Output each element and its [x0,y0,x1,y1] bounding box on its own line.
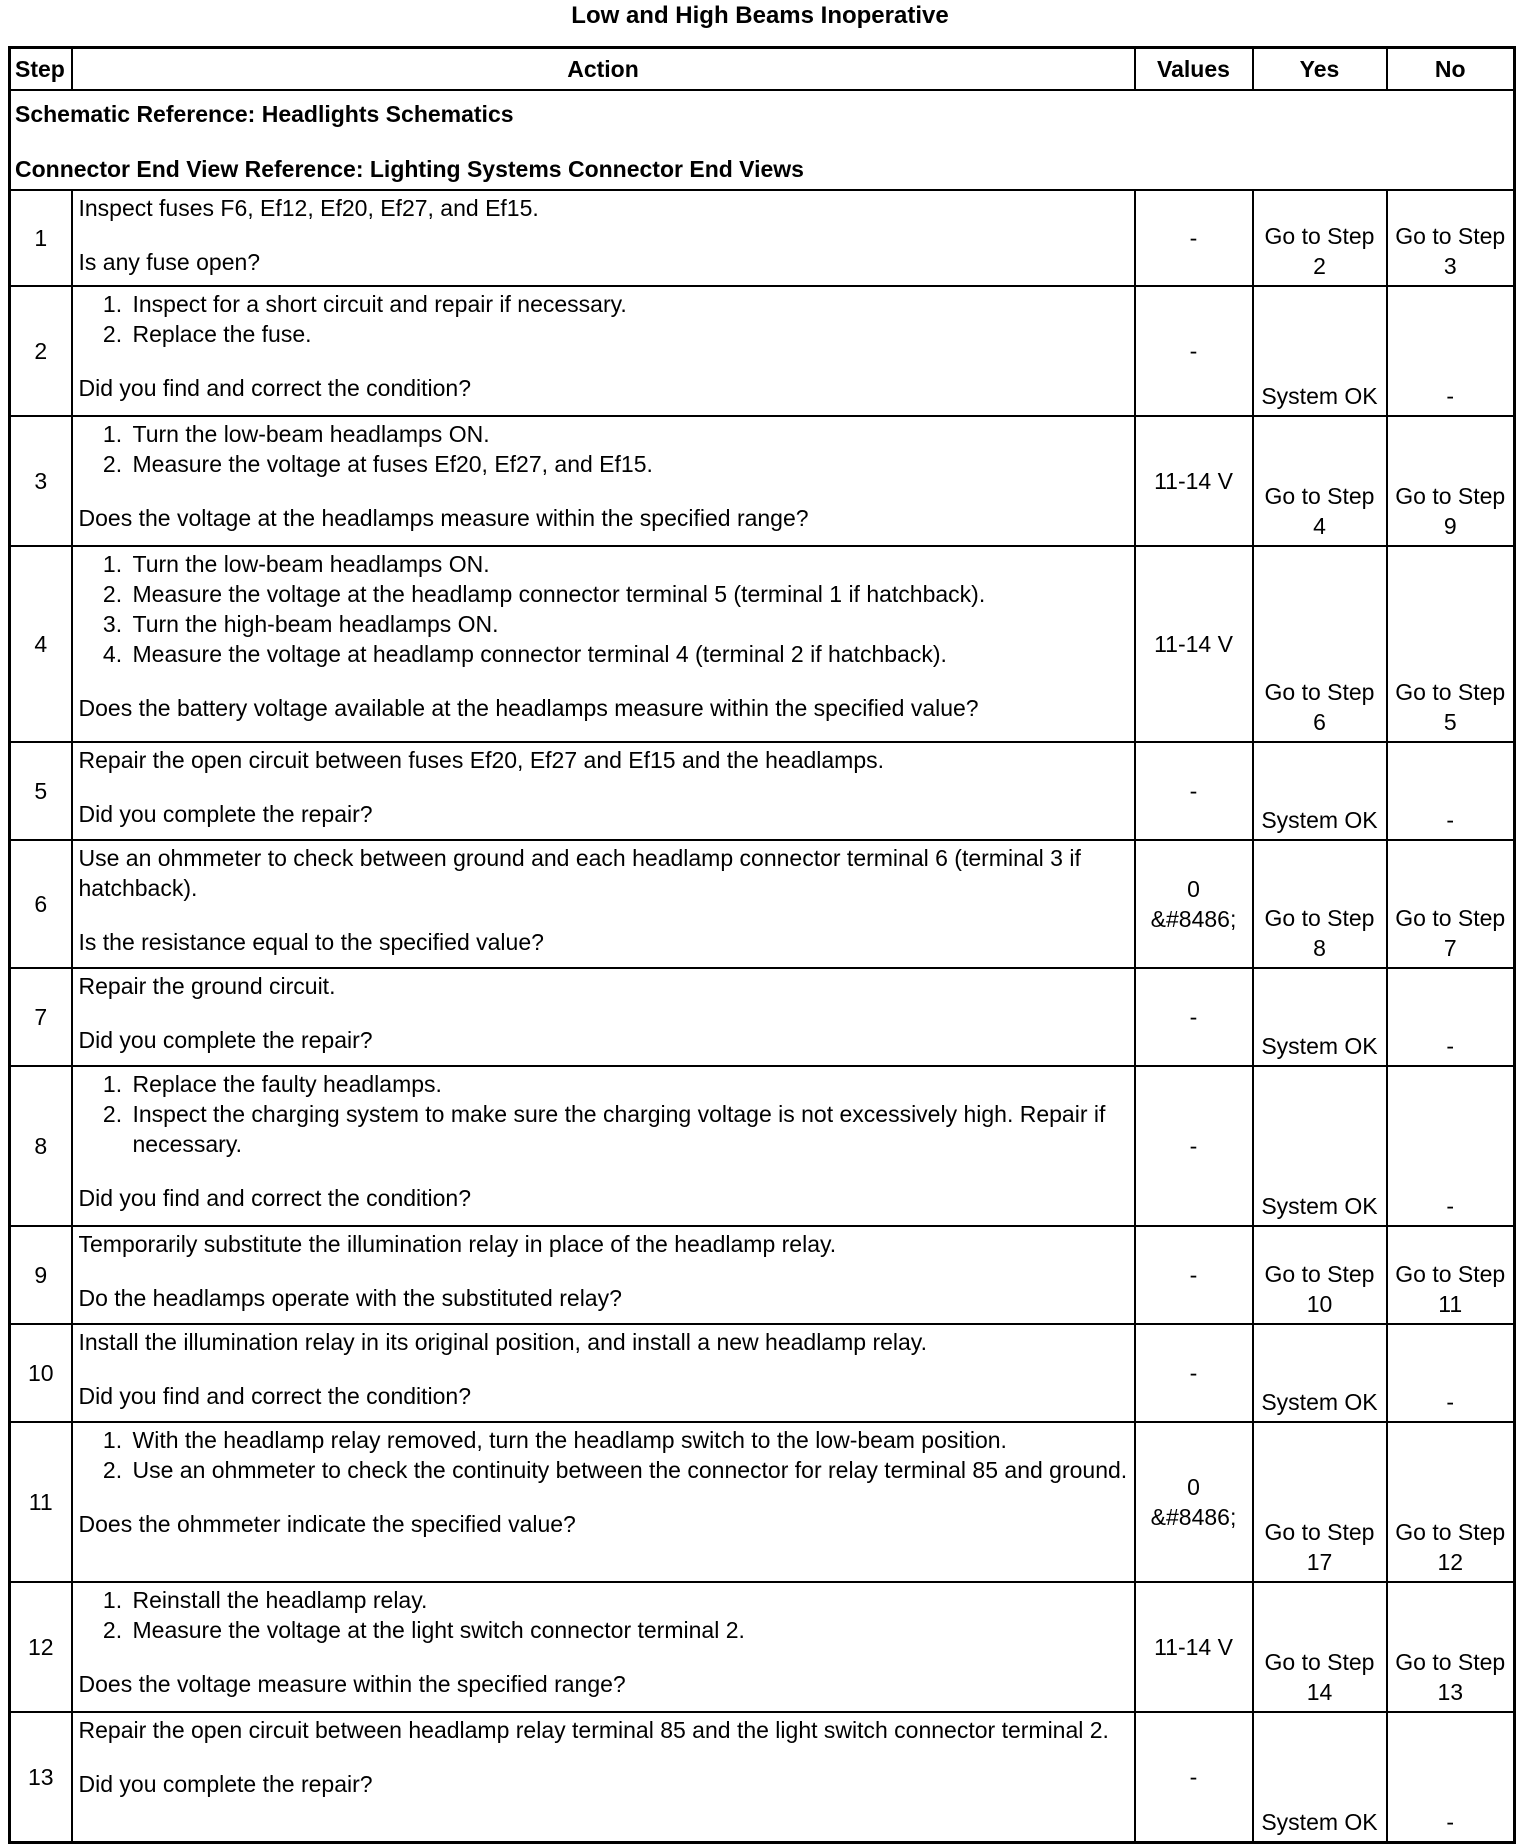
value-cell: - [1135,1712,1253,1842]
action-cell [72,1712,1135,1842]
header-step: Step [10,48,72,91]
value-cell: 11-14 V [1135,416,1253,546]
action-list [79,1585,1128,1645]
action-cell [72,968,1135,1066]
no-cell: Go to Step 13 [1387,1582,1515,1712]
yes-cell: Go to Step 14 [1253,1582,1387,1712]
action-list [79,1425,1128,1485]
table-row [10,968,1515,1066]
table-row [10,742,1515,840]
yes-cell: System OK [1253,286,1387,416]
action-list-item: 1. Turn the low-beam headlamps ON. [129,549,1128,579]
action-question: Did you find and correct the condition? [78,1383,472,1409]
action-text: Temporarily substitute the illumination relay in place of the headlamp relay. [78,1231,837,1257]
action-list-item: 1. With the headlamp relay removed, turn the headlamp switch to the low-beam position. [129,1425,1128,1455]
yes-cell: System OK [1253,1066,1387,1226]
action-list [79,1069,1128,1159]
no-cell: Go to Step 3 [1387,190,1515,286]
value-cell: 0 &#8486; [1135,1422,1253,1582]
header-row [10,48,1515,91]
action-list-item: 2. Inspect the charging system to make sure the charging voltage is not excessively high. Repair if necessary. [129,1099,1128,1159]
yes-cell: Go to Step 10 [1253,1226,1387,1324]
yes-cell: Go to Step 4 [1253,416,1387,546]
header-action: Action [72,48,1135,91]
no-cell: Go to Step 7 [1387,840,1515,968]
action-list-item: 2. Measure the voltage at fuses Ef20, Ef27, and Ef15. [129,449,1128,479]
action-cell [72,1324,1135,1422]
action-question: Does the voltage at the headlamps measure within the specified range? [78,505,809,531]
yes-cell: System OK [1253,968,1387,1066]
reference-row [10,90,1515,190]
value-cell: - [1135,1066,1253,1226]
action-list-item: 2. Replace the fuse. [129,319,1128,349]
action-question: Did you complete the repair? [78,1771,373,1797]
step-number: 3 [10,416,72,546]
value-cell: - [1135,742,1253,840]
action-cell [72,546,1135,742]
action-cell [72,1226,1135,1324]
value-cell: 11-14 V [1135,546,1253,742]
table-row [10,1226,1515,1324]
schematic-reference: Schematic Reference: Headlights Schematics [15,100,514,127]
action-list-item: 1. Turn the low-beam headlamps ON. [129,419,1128,449]
step-number: 9 [10,1226,72,1324]
action-text: Inspect fuses F6, Ef12, Ef20, Ef27, and Ef15. [78,195,539,221]
step-number: 1 [10,190,72,286]
action-list-item: 2. Measure the voltage at the light switch connector terminal 2. [129,1615,1128,1645]
table-row [10,286,1515,416]
step-number: 13 [10,1712,72,1842]
action-cell [72,1422,1135,1582]
action-cell [72,190,1135,286]
table-row [10,1582,1515,1712]
action-question: Did you find and correct the condition? [78,375,472,401]
action-question: Does the voltage measure within the specified range? [78,1671,626,1697]
action-cell [72,840,1135,968]
yes-cell: Go to Step 6 [1253,546,1387,742]
no-cell: Go to Step 11 [1387,1226,1515,1324]
yes-cell: System OK [1253,742,1387,840]
step-number: 11 [10,1422,72,1582]
action-text: Install the illumination relay in its original position, and install a new headlamp relay. [78,1329,927,1355]
page-title: Low and High Beams Inoperative [571,2,949,29]
value-cell: 11-14 V [1135,1582,1253,1712]
header-no: No [1387,48,1515,91]
value-cell: - [1135,286,1253,416]
action-list-item: 2. Measure the voltage at the headlamp connector terminal 5 (terminal 1 if hatchback). [129,579,1128,609]
value-cell: - [1135,1324,1253,1422]
action-cell [72,416,1135,546]
action-question: Is any fuse open? [78,249,261,275]
action-question: Do the headlamps operate with the substituted relay? [78,1285,622,1311]
action-text: Repair the ground circuit. [78,973,336,999]
action-list-item: 1. Replace the faulty headlamps. [129,1069,1128,1099]
table-row [10,546,1515,742]
no-cell: - [1387,1324,1515,1422]
action-question: Did you complete the repair? [78,1027,373,1053]
step-number: 6 [10,840,72,968]
step-number: 10 [10,1324,72,1422]
table-row [10,840,1515,968]
action-list-item: 3. Turn the high-beam headlamps ON. [129,609,1128,639]
no-cell: Go to Step 5 [1387,546,1515,742]
action-text: Use an ohmmeter to check between ground and each headlamp connector terminal 6 (terminal 3 if hatchback). [78,845,1081,901]
no-cell: - [1387,1712,1515,1842]
no-cell: - [1387,286,1515,416]
action-list [79,419,1128,479]
action-question: Did you complete the repair? [78,801,373,827]
table-row [10,1712,1515,1842]
yes-cell: System OK [1253,1712,1387,1842]
action-list-item: 4. Measure the voltage at headlamp connector terminal 4 (terminal 2 if hatchback). [129,639,1128,669]
table-row [10,1066,1515,1226]
action-question: Is the resistance equal to the specified value? [78,929,544,955]
no-cell: - [1387,968,1515,1066]
yes-cell: Go to Step 8 [1253,840,1387,968]
action-cell [72,1066,1135,1226]
action-list [79,549,1128,669]
table-row [10,190,1515,286]
step-number: 2 [10,286,72,416]
header-yes: Yes [1253,48,1387,91]
step-number: 4 [10,546,72,742]
table-row [10,1324,1515,1422]
value-cell: - [1135,1226,1253,1324]
no-cell: Go to Step 9 [1387,416,1515,546]
yes-cell: Go to Step 2 [1253,190,1387,286]
action-text: Repair the open circuit between headlamp relay terminal 85 and the light switch connector terminal 2. [78,1717,1109,1743]
no-cell: - [1387,1066,1515,1226]
action-question: Does the ohmmeter indicate the specified value? [78,1511,576,1537]
table-row [10,416,1515,546]
action-list [79,289,1128,349]
no-cell: - [1387,742,1515,840]
value-cell: 0 &#8486; [1135,840,1253,968]
action-cell [72,742,1135,840]
step-number: 8 [10,1066,72,1226]
no-cell: Go to Step 12 [1387,1422,1515,1582]
action-list-item: 1. Inspect for a short circuit and repair if necessary. [129,289,1128,319]
yes-cell: Go to Step 17 [1253,1422,1387,1582]
reference-cell [10,90,1515,190]
step-number: 5 [10,742,72,840]
action-question: Does the battery voltage available at the headlamps measure within the specified value? [78,695,979,721]
action-text: Repair the open circuit between fuses Ef20, Ef27 and Ef15 and the headlamps. [78,747,885,773]
action-list-item: 1. Reinstall the headlamp relay. [129,1585,1128,1615]
connector-reference: Connector End View Reference: Lighting Systems Connector End Views [15,155,804,182]
step-number: 7 [10,968,72,1066]
header-values: Values [1135,48,1253,91]
yes-cell: System OK [1253,1324,1387,1422]
value-cell: - [1135,968,1253,1066]
action-list-item: 2. Use an ohmmeter to check the continuity between the connector for relay terminal 85 and ground. [129,1455,1128,1485]
value-cell: - [1135,190,1253,286]
table-row [10,1422,1515,1582]
action-cell [72,286,1135,416]
action-cell [72,1582,1135,1712]
diagnostic-table [8,46,1516,1844]
step-number: 12 [10,1582,72,1712]
action-question: Did you find and correct the condition? [78,1185,472,1211]
